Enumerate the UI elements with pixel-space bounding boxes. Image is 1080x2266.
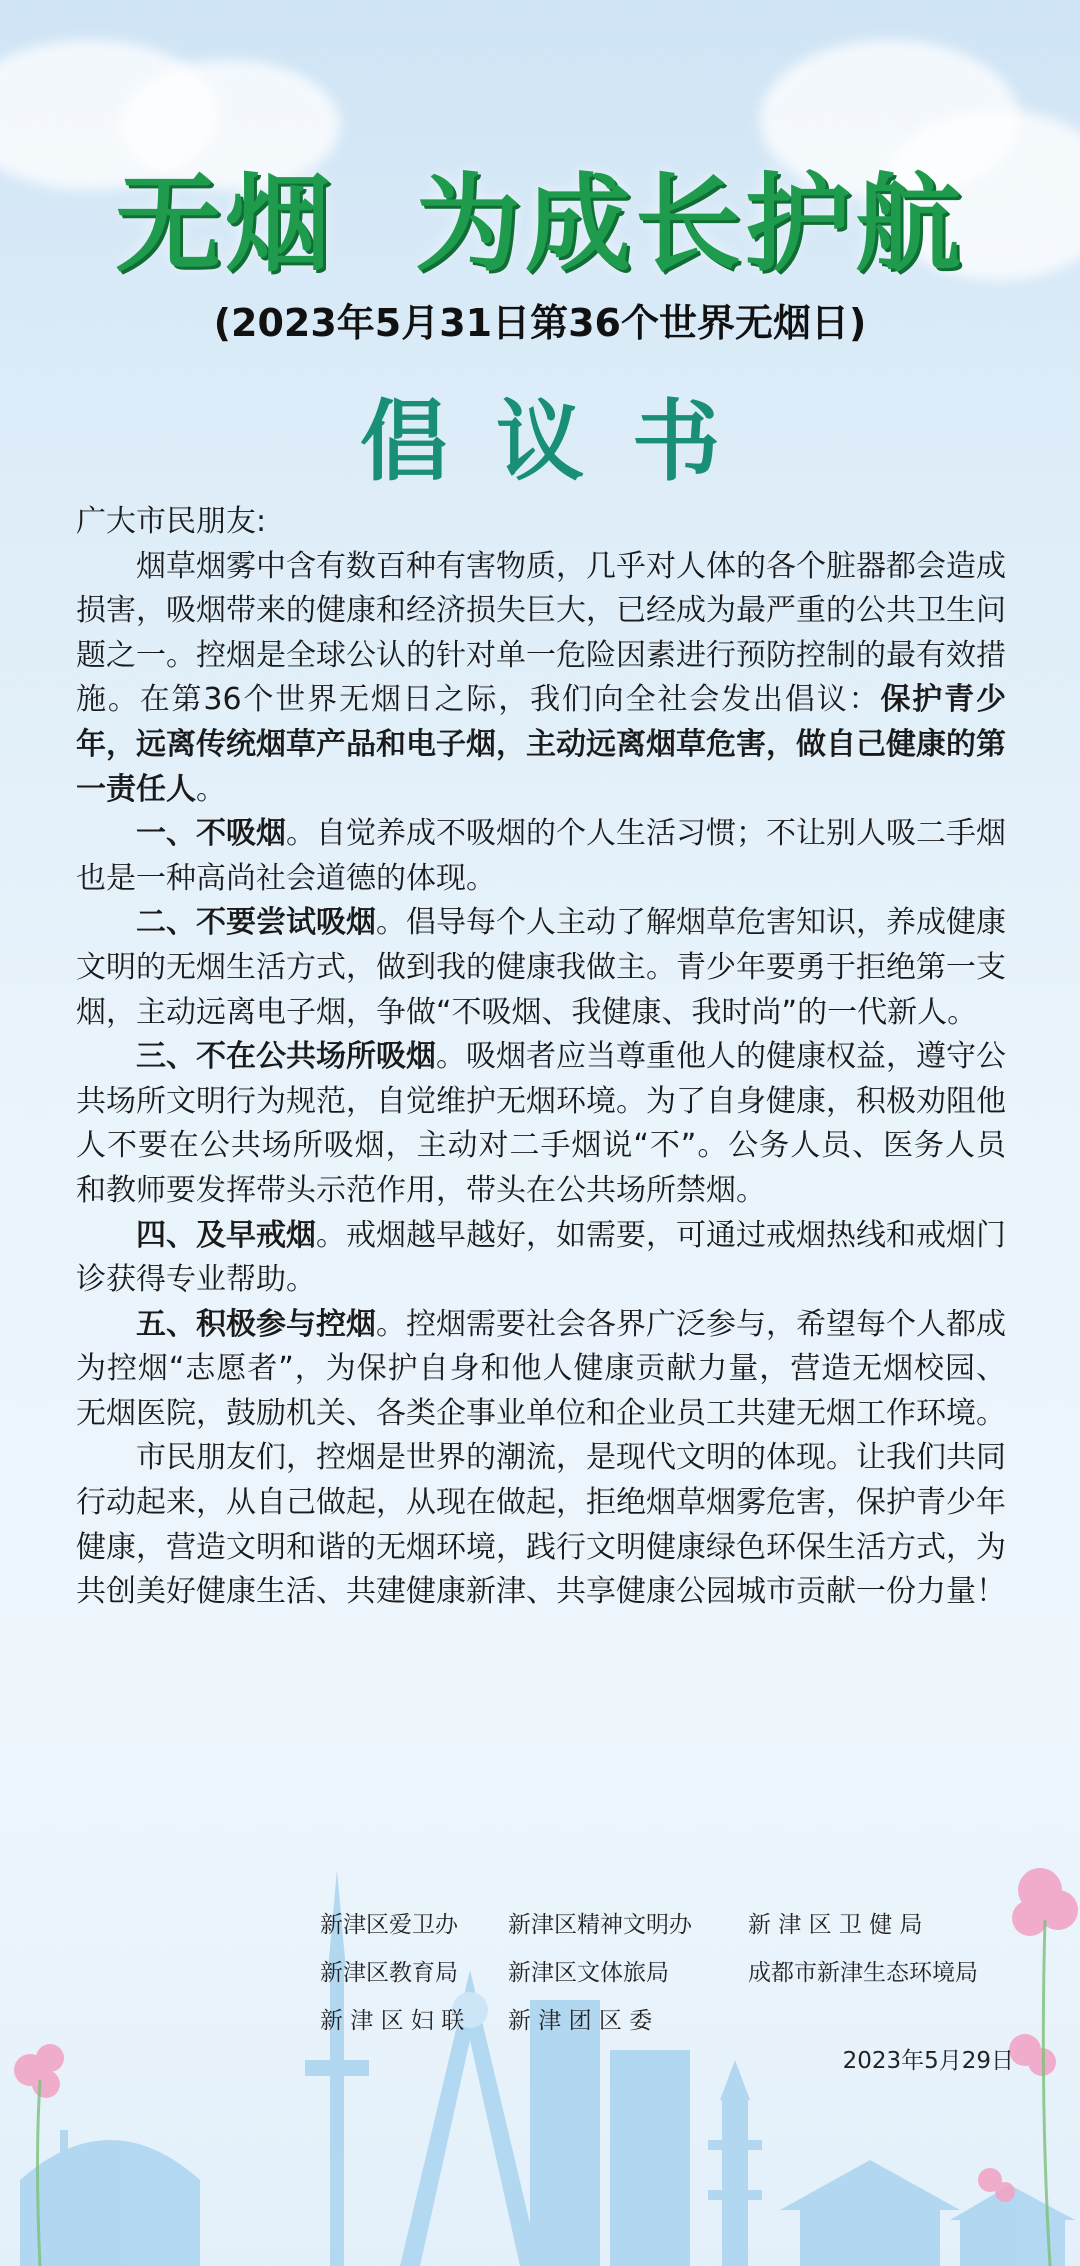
signer: 新 津 区 妇 联 <box>320 2007 465 2034</box>
title-left: 无烟 <box>115 163 335 286</box>
item-text: 。自觉养成不吸烟的个人生活习惯；不让别人吸二手烟也是一种高尚社会道德的体现。 <box>76 816 1006 896</box>
signer: 新津区文体旅局 <box>508 1959 669 1986</box>
signer: 新津区教育局 <box>320 1959 458 1986</box>
intro-plain: 烟草烟雾中含有数百种有害物质，几乎对人体的各个脏器都会造成损害，吸烟带来的健康和经济损失巨大，已经成为最严重的公共卫生问题之一。控烟是全球公认的针对单一危险因素进行预防控制的最有效措施。在第36个世界无烟日之际，我们向全社会发出倡议： <box>76 548 1006 718</box>
intro-bold: 保护青少年，远离传统烟草产品和电子烟，主动远离烟草危害，做自己健康的第一责任人 <box>76 682 1006 807</box>
item-text: 。吸烟者应当尊重他人的健康权益，遵守公共场所文明行为规范，自觉维护无烟环境。为了自身健康，积极劝阻他人不要在公共场所吸烟，主动对二手烟说“不”。公务人员、医务人员和教师要发挥带头示范作用，带头在公共场所禁烟。 <box>76 1039 1006 1208</box>
poster-title <box>0 140 1080 292</box>
signer-row <box>320 1898 1020 1946</box>
signer: 新 津 团 区 委 <box>508 2007 653 2034</box>
signer: 新津区精神文明办 <box>508 1911 692 1938</box>
greeting: 广大市民朋友: <box>76 504 267 539</box>
closing-paragraph: 市民朋友们，控烟是世界的潮流，是现代文明的体现。让我们共同行动起来，从自己做起，从现在做起，拒绝烟草烟雾危害，保护青少年健康，营造文明和谐的无烟环境，践行文明健康绿色环保生活方式，为共创美好健康生活、共建健康新津、共享健康公园城市贡献一份力量！ <box>76 1440 1006 1610</box>
body-text <box>76 500 1006 1615</box>
item-paragraph <box>76 812 1006 901</box>
item-title: 一、不吸烟 <box>136 816 286 852</box>
intro-end: 。 <box>196 771 226 807</box>
issue-date: 2023年5月29日 <box>842 2048 1014 2074</box>
doc-heading: 倡议书 <box>359 389 768 493</box>
intro-paragraph <box>76 545 1006 813</box>
signer-row <box>320 1946 1020 1994</box>
item-title: 五、积极参与控烟 <box>136 1306 376 1342</box>
item-paragraph <box>76 901 1006 1035</box>
item-paragraph <box>76 1214 1006 1303</box>
subtitle: (2023年5月31日第36个世界无烟日) <box>213 301 867 345</box>
item-text: 。倡导每个人主动了解烟草危害知识，养成健康文明的无烟生活方式，做到我的健康我做主。青少年要勇于拒绝第一支烟，主动远离电子烟，争做“不吸烟、我健康、我时尚”的一代新人。 <box>76 905 1006 1030</box>
item-title: 四、及早戒烟 <box>136 1217 316 1253</box>
item-title: 三、不在公共场所吸烟 <box>136 1039 436 1075</box>
item-paragraph <box>76 1035 1006 1213</box>
signer: 新 津 区 卫 健 局 <box>748 1911 923 1938</box>
signer-row <box>320 1994 1020 2042</box>
item-paragraph <box>76 1303 1006 1437</box>
signer: 新津区爱卫办 <box>320 1911 458 1938</box>
item-title: 二、不要尝试吸烟 <box>136 905 376 941</box>
signer-list <box>320 1898 1020 2042</box>
item-text: 。控烟需要社会各界广泛参与，希望每个人都成为控烟“志愿者”，为保护自身和他人健康贡献力量，营造无烟校园、无烟医院，鼓励机关、各类企事业单位和企业员工共建无烟工作环境。 <box>76 1306 1006 1431</box>
item-text: 。戒烟越早越好，如需要，可通过戒烟热线和戒烟门诊获得专业帮助。 <box>76 1217 1006 1298</box>
title-right: 为成长护航 <box>415 163 965 286</box>
signer: 成都市新津生态环境局 <box>748 1959 978 1986</box>
